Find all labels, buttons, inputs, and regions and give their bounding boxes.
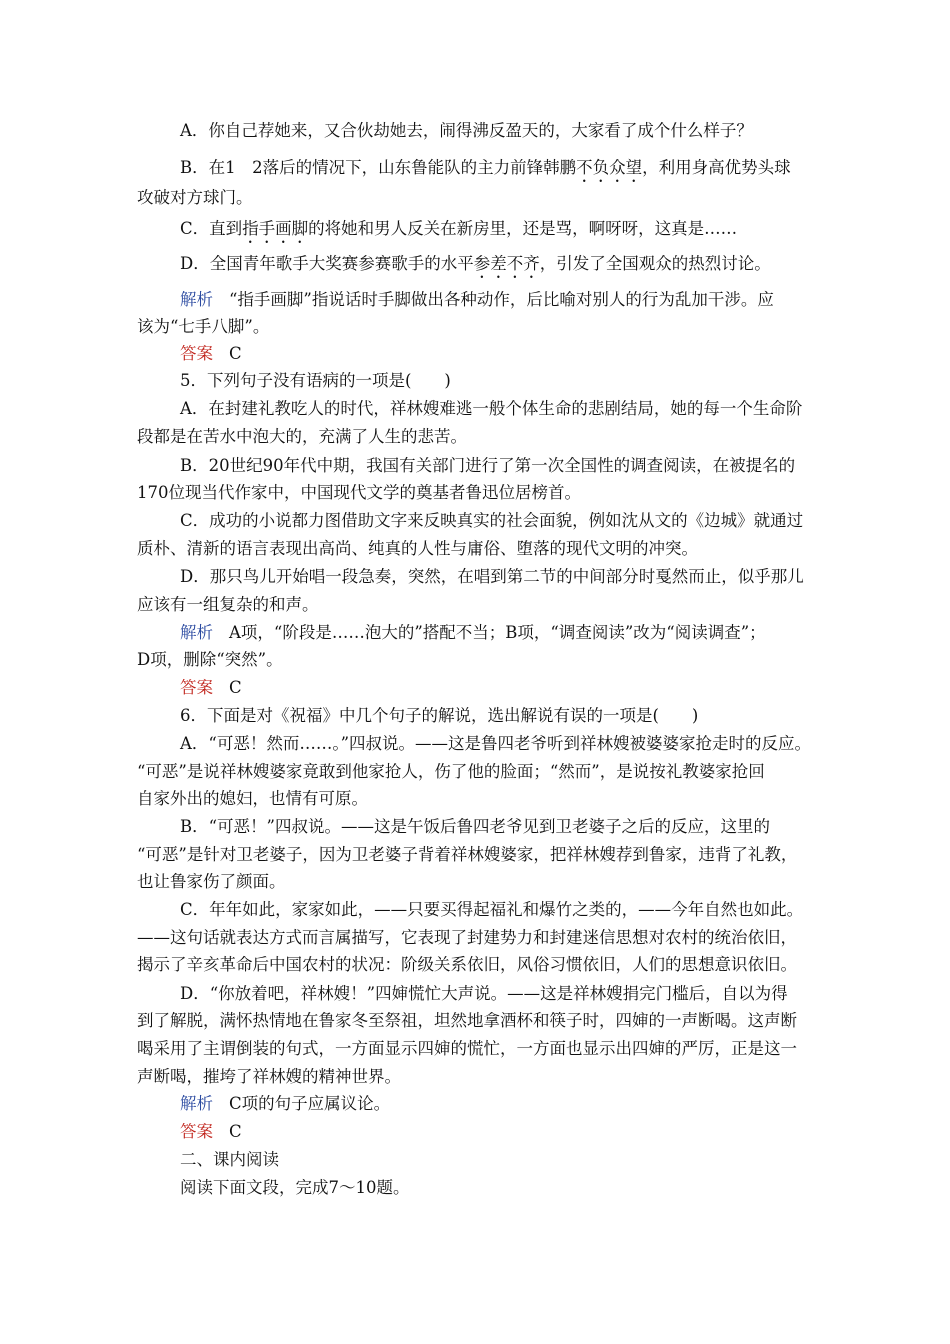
- q5-option-d-cont: 应该有一组复杂的和声。: [137, 595, 319, 614]
- answer-value: C: [229, 344, 242, 363]
- q6-option-d-cont-2: 喝采用了主谓倒装的句式，一方面显示四婶的慌忙，一方面也显示出四婶的严厉，正是这一: [137, 1039, 797, 1058]
- q6-option-c-cont-2: 揭示了辛亥革命后中国农村的状况：阶级关系依旧，风俗习惯依旧，人们的思想意识依旧。: [137, 955, 797, 974]
- answer-label: 答案: [180, 344, 213, 363]
- answer-label: 答案: [180, 678, 213, 697]
- q5-option-d: D．那只鸟儿开始唱一段急奏，突然，在唱到第二节的中间部分时戛然而止，似乎那儿: [180, 567, 804, 586]
- q4-option-d: D．全国青年歌手大奖赛参赛歌手的水平参差不齐，引发了全国观众的热烈讨论。: [180, 254, 771, 273]
- q6-option-c: C．年年如此，家家如此，——只要买得起福礼和爆竹之类的，——今年自然也如此。: [180, 900, 804, 919]
- answer-value: C: [229, 1122, 242, 1141]
- q5-analysis: 解析 A项，“阶段是……泡大的”搭配不当；B项，“调查阅读”改为“阅读调查”；: [180, 623, 766, 642]
- q5-option-c: C．成功的小说都力图借助文字来反映真实的社会面貌，例如沈从文的《边城》就通过: [180, 511, 804, 530]
- emphasis-dotted-phrase: 不负众望: [576, 158, 643, 177]
- q5-option-b-cont: 170位现当代作家中，中国现代文学的奠基者鲁迅位居榜首。: [137, 483, 581, 502]
- analysis-label: 解析: [180, 290, 213, 309]
- analysis-label: 解析: [180, 1094, 213, 1113]
- q6-option-a-cont-1: “可恶”是说祥林嫂婆家竟敢到他家抢人，伤了他的脸面；“然而”，是说按礼教婆家抢回: [137, 762, 765, 781]
- q4-option-b: B．在1 2落后的情况下，山东鲁能队的主力前锋韩鹏不负众望，利用身高优势头球: [180, 158, 791, 177]
- q4-option-a: A．你自己荐她来，又合伙劫她去，闹得沸反盈天的，大家看了成个什么样子？: [180, 121, 753, 140]
- q5-option-c-cont: 质朴、清新的语言表现出高尚、纯真的人性与庸俗、堕落的现代文明的冲突。: [137, 539, 698, 558]
- q5-option-a: A．在封建礼教吃人的时代，祥林嫂难逃一般个体生命的悲剧结局，她的每一个生命阶: [180, 399, 803, 418]
- q4-option-b-cont: 攻破对方球门。: [137, 188, 253, 207]
- q6-option-a: A．“可恶！然而……。”四叔说。——这是鲁四老爷听到祥林嫂被婆婆家抢走时的反应。: [180, 734, 812, 753]
- q6-option-b: B．“可恶！”四叔说。——这是午饭后鲁四老爷见到卫老婆子之后的反应，这里的: [180, 817, 770, 836]
- q6-option-d-cont-1: 到了解脱，满怀热情地在鲁家冬至祭祖，坦然地拿酒杯和筷子时，四婶的一声断喝。这声断: [137, 1011, 797, 1030]
- q6-answer: [180, 1122, 242, 1142]
- q5-answer: [180, 678, 242, 698]
- q6-option-a-cont-2: 自家外出的媳妇，也情有可原。: [137, 789, 368, 808]
- section-instruction: 阅读下面文段，完成7～10题。: [180, 1178, 410, 1197]
- q6-analysis: 解析 C项的句子应属议论。: [180, 1094, 391, 1113]
- emphasis-dotted-phrase: 指手画脚: [242, 219, 309, 238]
- q4-answer: [180, 344, 242, 364]
- q6-option-d: D．“你放着吧，祥林嫂！”四婶慌忙大声说。——这是祥林嫂捐完门槛后，自以为得: [180, 984, 788, 1003]
- q6-option-c-cont-1: ——这句话就表达方式而言属描写，它表现了封建势力和封建迷信思想对农村的统治依旧，: [137, 928, 797, 947]
- q5-stem: 5．下列句子没有语病的一项是( ): [180, 371, 451, 390]
- emphasis-dotted-phrase: 参差不齐: [473, 254, 540, 273]
- q5-option-b: B．20世纪90年代中期，我国有关部门进行了第一次全国性的调查阅读，在被提名的: [180, 456, 796, 475]
- analysis-label: 解析: [180, 623, 213, 642]
- q5-analysis-cont: D项，删除“突然”。: [137, 650, 283, 669]
- q6-option-b-cont-1: “可恶”是针对卫老婆子，因为卫老婆子背着祥林嫂婆家，把祥林嫂荐到鲁家，违背了礼教，: [137, 845, 798, 864]
- q6-option-d-cont-3: 声断喝，摧垮了祥林嫂的精神世界。: [137, 1067, 401, 1086]
- q4-analysis: 解析 “指手画脚”指说话时手脚做出各种动作，后比喻对别人的行为乱加干涉。应: [180, 290, 774, 309]
- answer-value: C: [229, 678, 242, 697]
- q4-option-c: C．直到指手画脚的将她和男人反关在新房里，还是骂，啊呀呀，这真是……: [180, 219, 738, 238]
- q4-analysis-cont: 该为“七手八脚”。: [137, 317, 270, 336]
- q5-option-a-cont: 段都是在苦水中泡大的，充满了人生的悲苦。: [137, 427, 467, 446]
- q6-option-b-cont-2: 也让鲁家伤了颜面。: [137, 872, 286, 891]
- section-heading: 二、课内阅读: [180, 1150, 279, 1169]
- answer-label: 答案: [180, 1122, 213, 1141]
- q6-stem: 6．下面是对《祝福》中几个句子的解说，选出解说有误的一项是( ): [180, 706, 699, 725]
